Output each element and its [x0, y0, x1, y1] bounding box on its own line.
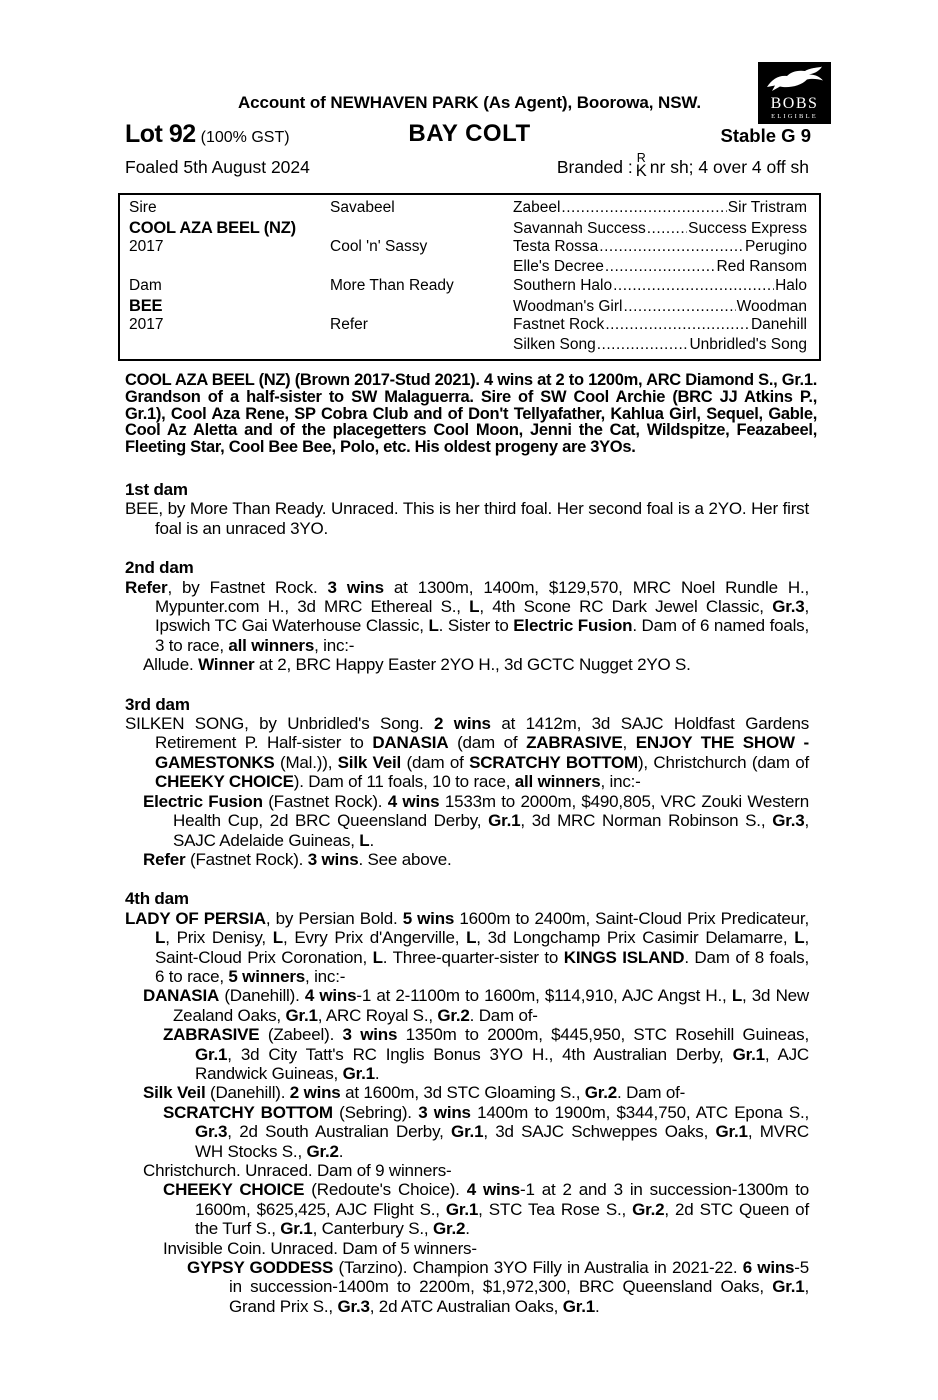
brand-mark-bottom: K [635, 161, 647, 180]
ancestor-name: Testa Rossa [513, 238, 599, 256]
pedigree-paragraph: Refer (Fastnet Rock). 3 wins. See above. [143, 849, 452, 869]
pedigree-paragraph: LADY OF PERSIA, by Persian Bold. 5 wins 1600m to 2400m, Saint-Cloud Prix Predicateur, L, Prix Denisy, L, Evry Prix d'Angerville, L, 3d Longchamp Prix Casimir Delamarre, L, Saint-Cloud Prix Coronation, L. Three-quarter-sister to KINGS ISLAND. Dam of 8 foals, 6 to race, 5 winners, inc:- [125, 908, 809, 986]
dot-leader [599, 238, 744, 256]
sire-summary-paragraph: COOL AZA BEEL (NZ) (Brown 2017-Stud 2021). 4 wins at 2 to 1200m, ARC Diamond S., Gr.1. Grandson of a half-sister to SW Malaguerra. Sire of SW Cool Archie (BRC JJ Atkins P., Gr.1), Cool Aza Rene, SP Cobra Club and of Don't Tellyafather, Kahlua Girl, Sequel, Gable, Cool Az Aletta and of the placegetters Cool Moon, Jenni the Cat, Wildspitze, Feazabeel, Fleeting Star, Cool Bee Bee, Polo, etc. His oldest progeny are 3YOs. [125, 371, 817, 457]
dot-leader [605, 258, 716, 276]
pedigree-paragraph: GYPSY GODDESS (Tarzino). Champion 3YO Filly in Australia in 2021-22. 6 wins-5 in succession-1400m to 2200m, $1,972,300, BRC Queensland Oaks, Gr.1, Grand Prix S., Gr.3, 2d ATC Australian Oaks, Gr.1. [187, 1258, 809, 1316]
ancestor-name: Zabeel [513, 199, 561, 217]
pedigree-paragraph: SILKEN SONG, by Unbridled's Song. 2 wins at 1412m, 3d SAJC Holdfast Gardens Retirement P. Half-sister to DANASIA (dam of ZABRASIVE, ENJOY THE SHOW - GAMESTONKS (Mal.)), Silk Veil (dam of SCRATCHY BOTTOM), Christchurch (dam of CHEEKY CHOICE). Dam of 11 foals, 10 to race, all winners, inc:- [125, 714, 810, 792]
dam-section [125, 695, 809, 870]
pedigree-paragraph: Invisible Coin. Unraced. Dam of 5 winners- [163, 1238, 477, 1258]
pedigree-generation-1: 2017 [129, 316, 164, 334]
ancestor-sire-name: Sir Tristram [727, 199, 807, 217]
pedigree-generation-1: Sire [129, 199, 157, 217]
ancestor-sire-name: Halo [775, 277, 807, 295]
ancestor-sire-name: Red Ransom [716, 257, 807, 275]
pedigree-generation-1: 2017 [129, 238, 164, 256]
brand-mark-top: R [636, 151, 646, 165]
pedigree-generation-3 [513, 298, 807, 316]
dam-section-heading: 3rd dam [125, 694, 190, 714]
bobs-horse-icon [764, 65, 825, 93]
pedigree-generation-2: Cool 'n' Sassy [330, 238, 428, 256]
branded-info [557, 153, 809, 178]
lot-label-text: Lot 92 [125, 120, 196, 148]
pedigree-table [118, 193, 821, 361]
pedigree-generation-3 [513, 316, 807, 334]
pedigree-paragraph: DANASIA (Danehill). 4 wins-1 at 2-1100m to 1600m, $114,910, AJC Angst H., L, 3d New Zealand Oaks, Gr.1, ARC Royal S., Gr.2. Dam of- [143, 986, 809, 1025]
pedigree-paragraph: ZABRASIVE (Zabeel). 3 wins 1350m to 2000m, $445,950, STC Rosehill Guineas, Gr.1, 3d City Tatt's RC Inglis Bonus 3YO H., 4th Australian Derby, Gr.1, AJC Randwick Guineas, Gr.1. [163, 1025, 809, 1083]
pedigree-row [129, 297, 807, 316]
foaled-date: Foaled 5th August 2024 [125, 156, 310, 177]
pedigree-row [129, 316, 807, 335]
pedigree-generation-3 [513, 220, 807, 238]
branded-suffix: nr sh; 4 over 4 off sh [649, 156, 809, 177]
foaled-row [125, 153, 809, 178]
pedigree-paragraph: SCRATCHY BOTTOM (Sebring). 3 wins 1400m to 1900m, $344,750, ATC Epona S., Gr.3, 2d South Australian Derby, Gr.1, 3d SAJC Schweppes Oaks, Gr.1, MVRC WH Stocks S., Gr.2. [163, 1102, 810, 1161]
pedigree-paragraph: CHEEKY CHOICE (Redoute's Choice). 4 wins-1 at 2 and 3 in succession-1300m to 1600m, $625,425, AJC Flight S., Gr.1, STC Tea Rose S., Gr.2, 2d STC Queen of the Turf S., Gr.1, Canterbury S., Gr.2. [163, 1180, 810, 1239]
dot-leader [597, 336, 689, 354]
ancestor-name: Woodman's Girl [513, 297, 623, 315]
pedigree-row [129, 258, 807, 277]
pedigree-generation-1: BEE [129, 296, 163, 315]
pedigree-row [129, 199, 807, 218]
ancestor-name: Fastnet Rock [513, 316, 605, 334]
horse-title: BAY COLT [408, 120, 531, 147]
pedigree-paragraph: Refer, by Fastnet Rock. 3 wins at 1300m, 1400m, $129,570, MRC Noel Rundle H., Mypunter.com H., 3d MRC Ethereal S., L, 4th Scone RC Dark Jewel Classic, Gr.3, Ipswich TC Gai Waterhouse Classic, L. Sister to Electric Fusion. Dam of 6 named foals, 3 to race, all winners, inc:- [125, 577, 810, 655]
pedigree-generation-3 [513, 336, 807, 354]
pedigree-row [129, 277, 807, 296]
gst-note: (100% GST) [200, 129, 290, 146]
pedigree-generation-3 [513, 277, 807, 295]
logo-name: BOBS [770, 94, 819, 112]
pedigree-generation-1: COOL AZA BEEL (NZ) [129, 218, 296, 237]
pedigree-paragraph: Silk Veil (Danehill). 2 wins at 1600m, 3d STC Gloaming S., Gr.2. Dam of- [143, 1083, 686, 1103]
pedigree-paragraph: Christchurch. Unraced. Dam of 9 winners- [143, 1161, 452, 1180]
pedigree-paragraph: BEE, by More Than Ready. Unraced. This is her third foal. Her second foal is a 2YO. Her first foal is an unraced 3YO. [125, 499, 809, 538]
pedigree-generation-3 [513, 238, 807, 256]
pedigree-row [129, 238, 807, 257]
pedigree-generation-2: More Than Ready [330, 277, 454, 295]
ancestor-sire-name: Perugino [744, 238, 807, 256]
pedigree-paragraph: Allude. Winner at 2, BRC Happy Easter 2YO H., 3d GCTC Nugget 2YO S. [143, 655, 691, 675]
dam-sections [125, 480, 809, 1316]
dam-section-heading: 2nd dam [125, 558, 194, 578]
dam-section-heading: 4th dam [125, 889, 189, 909]
ancestor-name: Southern Halo [513, 277, 613, 295]
dam-section [125, 480, 809, 538]
brand-mark [636, 153, 647, 178]
pedigree-generation-2: Refer [330, 316, 368, 334]
ancestor-name: Elle's Decree [513, 257, 604, 275]
stable-number: Stable G 9 [720, 125, 811, 146]
pedigree-generation-3 [513, 199, 807, 217]
pedigree-generation-2: Savabeel [330, 199, 395, 217]
ancestor-name: Savannah Success [513, 219, 646, 237]
ancestor-sire-name: Danehill [750, 316, 807, 334]
ancestor-sire-name: Unbridled's Song [689, 335, 807, 353]
ancestor-name: Silken Song [513, 335, 596, 353]
pedigree-row [129, 336, 807, 355]
dam-section-heading: 1st dam [125, 480, 188, 499]
branded-prefix: Branded : [556, 156, 633, 177]
pedigree-row [129, 219, 807, 238]
dot-leader [605, 316, 750, 334]
dot-leader [647, 220, 687, 238]
account-line: Account of NEWHAVEN PARK (As Agent), Boorowa, NSW. [237, 93, 702, 112]
pedigree-paragraph: Electric Fusion (Fastnet Rock). 4 wins 1533m to 2000m, $490,805, VRC Zouki Western Health Cup, 2d BRC Queensland Derby, Gr.1, 3d MRC Norman Robinson S., Gr.3, SAJC Adelaide Guineas, L. [143, 791, 809, 850]
dam-section [125, 889, 809, 1316]
dot-leader [623, 298, 735, 316]
dot-leader [613, 277, 774, 295]
pedigree-generation-1: Dam [129, 277, 162, 295]
dam-section [125, 558, 809, 674]
logo-subtitle: ELIGIBLE [771, 112, 818, 120]
ancestor-sire-name: Success Express [688, 219, 807, 237]
dot-leader [561, 199, 726, 217]
pedigree-generation-3 [513, 258, 807, 276]
ancestor-sire-name: Woodman [736, 297, 807, 315]
lot-row [118, 114, 821, 150]
